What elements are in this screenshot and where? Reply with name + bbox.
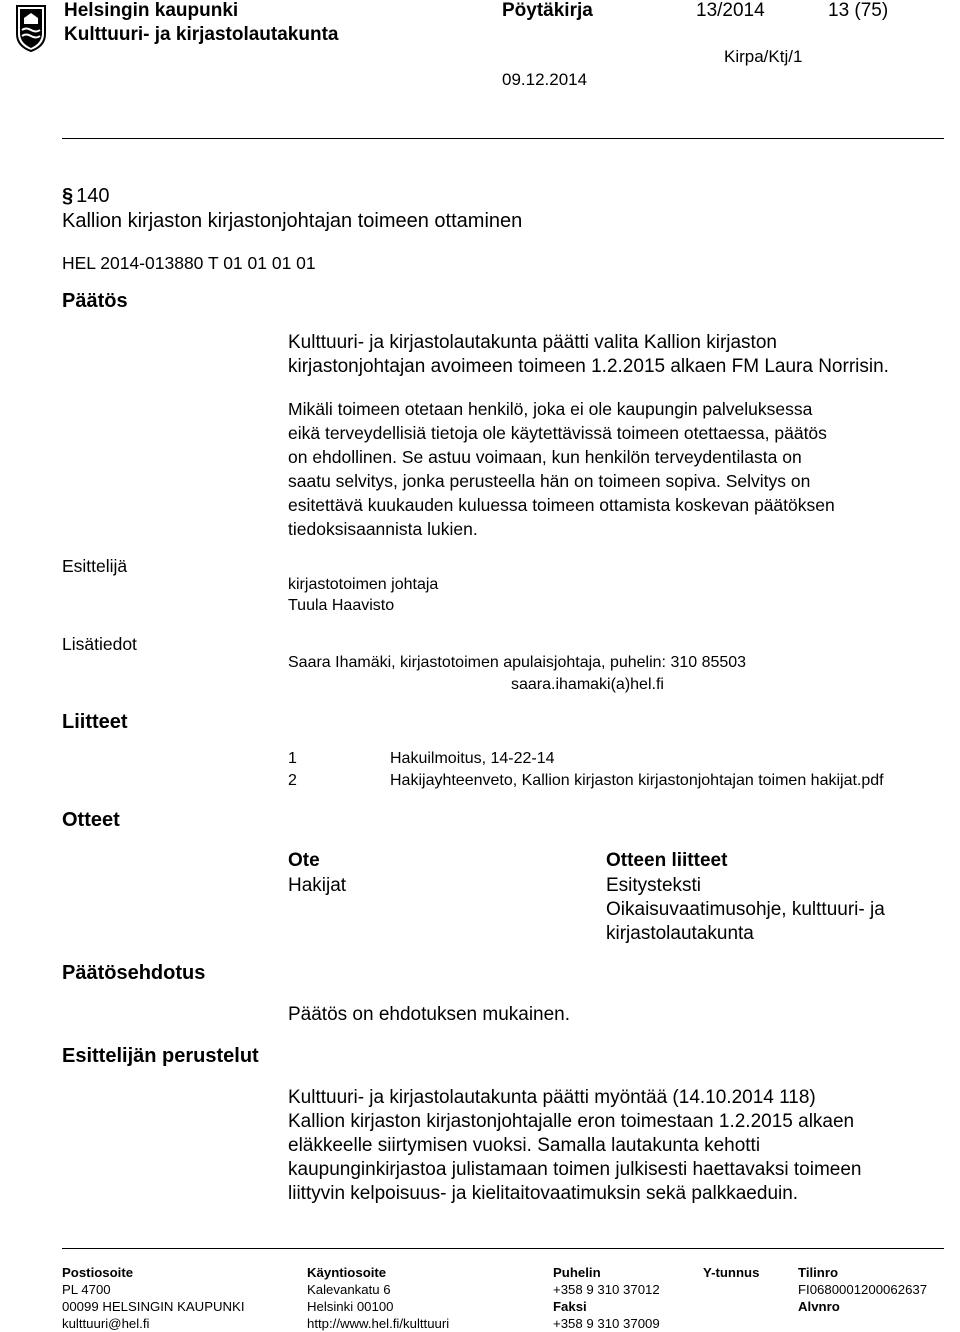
decision-line: esitettävä kuukauden kuluessa toimeen ottamista koskevan päätöksen bbox=[288, 495, 835, 515]
decision-paragraph-1 bbox=[288, 331, 958, 379]
reasoning-line: kaupunginkirjastoa julistamaan toimen julkisesti haettavaksi toimeen bbox=[288, 1159, 862, 1180]
label-extracts: Otteet bbox=[62, 809, 120, 831]
decision-paragraph-2 bbox=[288, 397, 958, 541]
footer-fax-number: +358 9 310 37009 bbox=[553, 1316, 660, 1331]
presenter-name: Tuula Haavisto bbox=[288, 597, 395, 614]
attachment-link[interactable]: Hakuilmoitus, 14-22-14 bbox=[390, 750, 555, 767]
footer-divider bbox=[62, 1248, 944, 1249]
footer-account-head: Tilinro bbox=[798, 1265, 839, 1280]
header-divider bbox=[62, 138, 944, 139]
footer-postal-city: 00099 HELSINGIN KAUPUNKI bbox=[62, 1299, 245, 1314]
footer-account bbox=[798, 1264, 927, 1315]
meeting-date: 09.12.2014 bbox=[502, 70, 588, 89]
extract-attachment: Esitysteksti bbox=[606, 875, 702, 896]
reasoning-line: Kallion kirjaston kirjastonjohtajalle eron toimestaan 1.2.2015 alkaen bbox=[288, 1111, 855, 1132]
city-name: Helsingin kaupunki bbox=[64, 0, 239, 21]
reasoning-line: eläkkeelle siirtymisen vuoksi. Samalla lautakunta kehotti bbox=[288, 1135, 761, 1156]
contact-email[interactable]: saara.ihamaki(a)hel.fi bbox=[511, 676, 664, 693]
footer-phone-head: Puhelin bbox=[553, 1265, 601, 1280]
footer-visit bbox=[307, 1264, 449, 1332]
label-more-info: Lisätiedot bbox=[62, 634, 137, 654]
minutes-number: 13/2014 bbox=[696, 0, 765, 21]
proposal-text: Päätös on ehdotuksen mukainen. bbox=[288, 1004, 571, 1025]
presenter-title: kirjastotoimen johtaja bbox=[288, 576, 439, 593]
footer-vat-head: Alvnro bbox=[798, 1299, 840, 1314]
footer-postal-head: Postiosoite bbox=[62, 1265, 134, 1280]
extract-col2-head: Otteen liitteet bbox=[606, 850, 728, 871]
attachment-number: 1 bbox=[288, 750, 297, 767]
extract-attachment: Oikaisuvaatimusohje, kulttuuri- ja bbox=[606, 899, 885, 920]
footer-phone bbox=[553, 1264, 660, 1332]
footer-postal bbox=[62, 1264, 245, 1332]
label-reasoning: Esittelijän perustelut bbox=[62, 1045, 259, 1067]
reference-code: Kirpa/Ktj/1 bbox=[724, 47, 803, 66]
reasoning-line: Kulttuuri- ja kirjastolautakunta päätti myöntää (14.10.2014 118) bbox=[288, 1087, 816, 1108]
label-proposal: Päätösehdotus bbox=[62, 962, 206, 984]
footer-ytunnus bbox=[703, 1264, 759, 1281]
footer-fax-head: Faksi bbox=[553, 1299, 587, 1314]
decision-line: saatu selvitys, jonka perusteella hän on toimeen sopiva. Selvitys on bbox=[288, 471, 811, 491]
footer-city: Helsinki 00100 bbox=[307, 1299, 394, 1314]
section-title: Kallion kirjaston kirjastonjohtajan toimeen ottaminen bbox=[62, 210, 523, 232]
board-name: Kulttuuri- ja kirjastolautakunta bbox=[64, 24, 339, 45]
attachment-link[interactable]: Hakijayhteenveto, Kallion kirjaston kirjastonjohtajan toimen hakijat.pdf bbox=[390, 772, 884, 789]
footer-ytunnus-head: Y-tunnus bbox=[703, 1265, 760, 1280]
footer-website[interactable]: http://www.hel.fi/kulttuuri bbox=[307, 1316, 450, 1331]
case-id: HEL 2014-013880 T 01 01 01 01 bbox=[62, 253, 316, 273]
extract-col1-head: Ote bbox=[288, 850, 320, 871]
section-number-value: 140 bbox=[76, 185, 110, 207]
decision-line: tiedoksisaannista lukien. bbox=[288, 519, 478, 539]
footer-phone-number: +358 9 310 37012 bbox=[553, 1282, 660, 1297]
decision-line: kirjastonjohtajan avoimeen toimeen 1.2.2015 alkaen FM Laura Norrisin. bbox=[288, 356, 889, 377]
footer-account-number: FI0680001200062637 bbox=[798, 1282, 928, 1297]
section-number: § 140 bbox=[62, 185, 110, 207]
decision-line: Mikäli toimeen otetaan henkilö, joka ei ole kaupungin palveluksessa bbox=[288, 399, 813, 419]
footer-street: Kalevankatu 6 bbox=[307, 1282, 391, 1297]
label-attachments: Liitteet bbox=[62, 711, 128, 733]
decision-line: Kulttuuri- ja kirjastolautakunta päätti valita Kallion kirjaston bbox=[288, 332, 777, 353]
helsinki-crest-logo bbox=[15, 4, 47, 52]
decision-line: eikä terveydellisiä tietoja ole käytettävissä toimeen otettaessa, päätös bbox=[288, 423, 827, 443]
page-number: 13 (75) bbox=[828, 0, 889, 21]
footer-postal-box: PL 4700 bbox=[62, 1282, 111, 1297]
reasoning-line: liittyvin kelpoisuus- ja kielitaitovaatimuksin sekä palkkaeduin. bbox=[288, 1183, 799, 1204]
extract-recipient: Hakijat bbox=[288, 875, 347, 896]
reasoning-paragraph bbox=[288, 1086, 958, 1206]
extract-attachment: kirjastolautakunta bbox=[606, 923, 754, 944]
footer-visit-head: Käyntiosoite bbox=[307, 1265, 387, 1280]
attachment-number: 2 bbox=[288, 772, 297, 789]
label-decision: Päätös bbox=[62, 290, 128, 312]
label-presenter: Esittelijä bbox=[62, 556, 128, 576]
decision-line: on ehdollinen. Se astuu voimaan, kun henkilön terveydentilasta on bbox=[288, 447, 802, 467]
document-type: Pöytäkirja bbox=[502, 0, 593, 21]
contact-info: Saara Ihamäki, kirjastotoimen apulaisjohtaja, puhelin: 310 85503 bbox=[288, 654, 747, 671]
footer-email[interactable]: kulttuuri@hel.fi bbox=[62, 1316, 150, 1331]
